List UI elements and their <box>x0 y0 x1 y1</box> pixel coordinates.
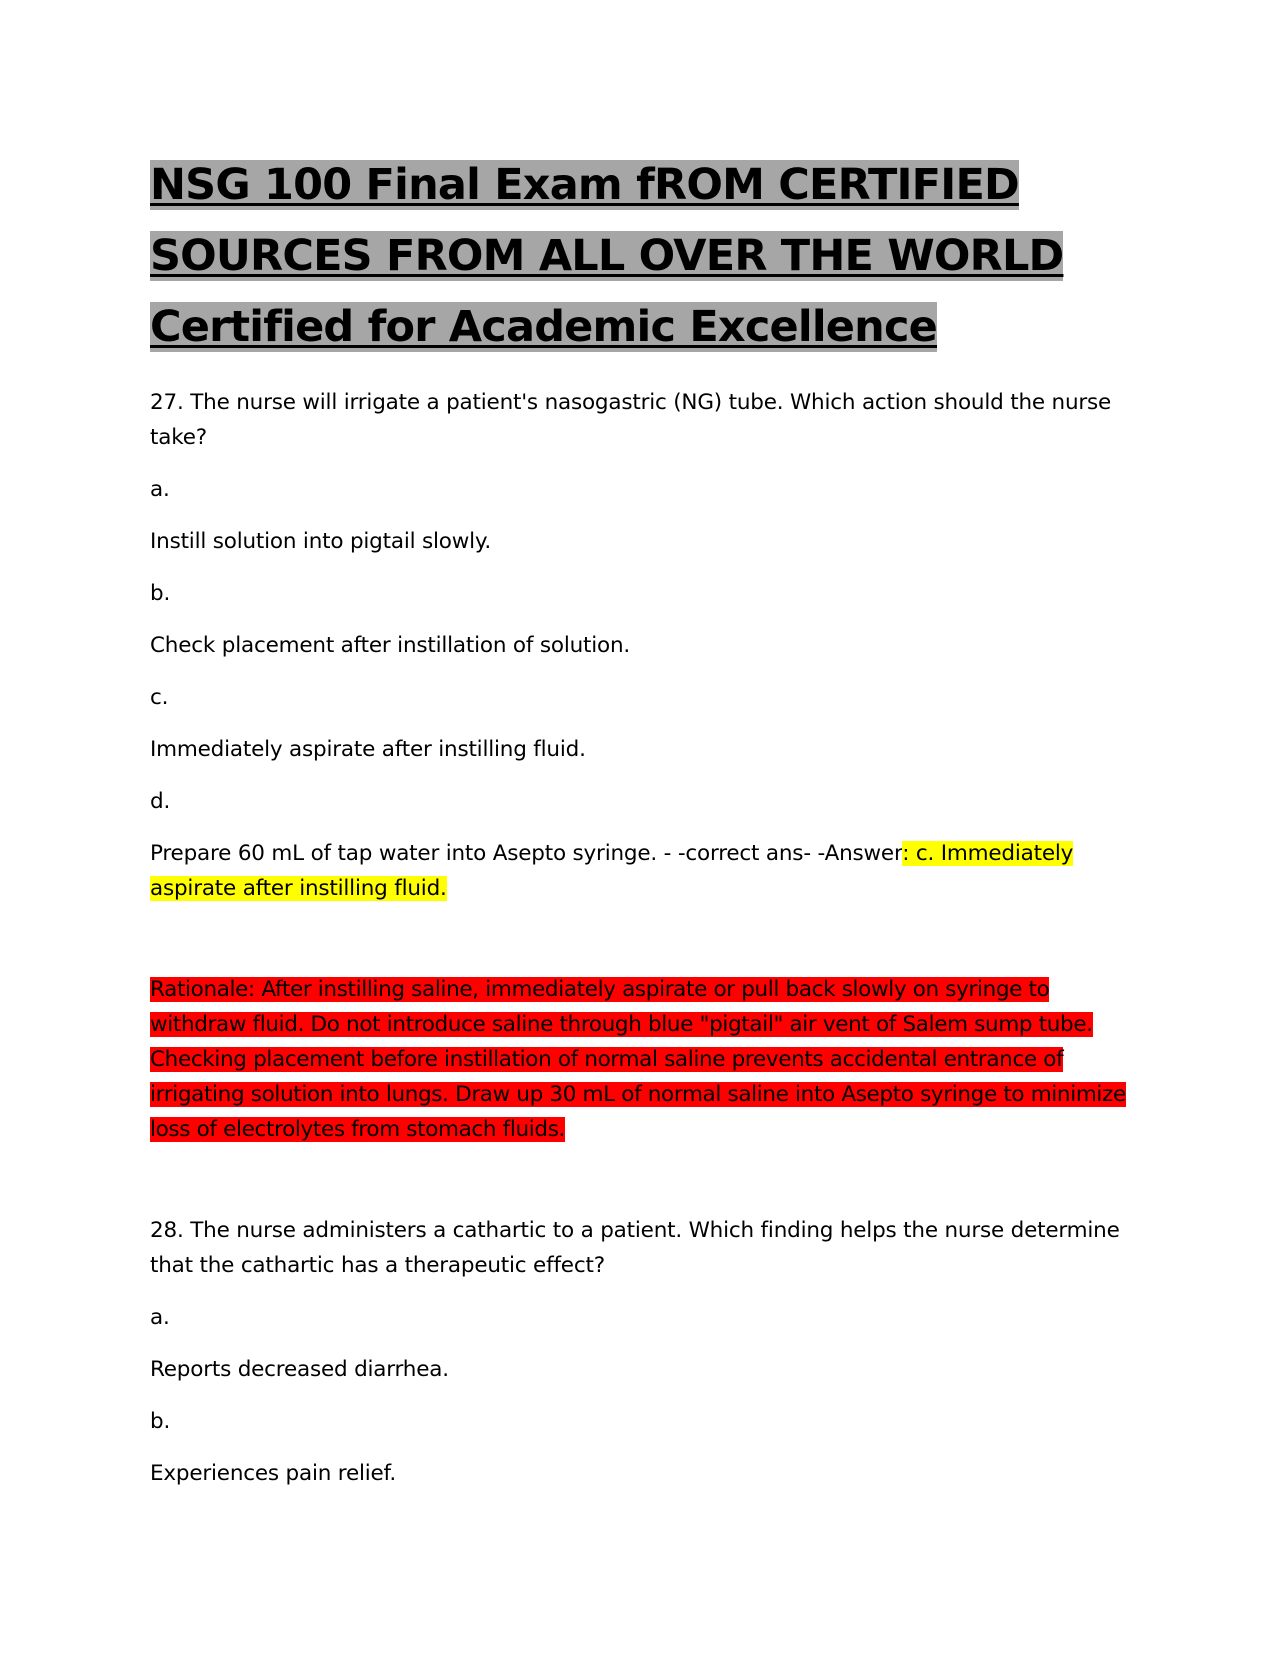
q27-option-a-letter: a. <box>150 477 170 502</box>
title-line-1: NSG 100 Final Exam fROM CERTIFIED <box>150 160 1019 210</box>
document-title <box>150 150 1140 363</box>
title-line-2: SOURCES FROM ALL OVER THE WORLD <box>150 231 1064 281</box>
question-28-stem: 28. The nurse administers a cathartic to a patient. Which finding helps the nurse determine that the cathartic has a therapeutic effect? <box>150 1218 1120 1278</box>
q28-option-a-letter: a. <box>150 1305 170 1330</box>
q27-option-b-text: Check placement after instillation of solution. <box>150 633 631 658</box>
document-page <box>150 150 1140 1491</box>
q28-option-b-letter: b. <box>150 1409 171 1434</box>
q27-option-a-text: Instill solution into pigtail slowly. <box>150 529 491 554</box>
q28-option-b-text: Experiences pain relief. <box>150 1461 396 1486</box>
q27-option-d-and-answer <box>150 836 1140 906</box>
question-27-stem: 27. The nurse will irrigate a patient's nasogastric (NG) tube. Which action should the nurse take? <box>150 390 1112 450</box>
q27-option-d-text: Prepare 60 mL of tap water into Asepto syringe. - -correct ans- -Answer <box>150 841 903 866</box>
q27-option-c-letter: c. <box>150 685 169 710</box>
title-line-3: Certified for Academic Excellence <box>150 302 938 352</box>
q28-option-a-text: Reports decreased diarrhea. <box>150 1357 449 1382</box>
q27-answer-highlight: : c. Immediately aspirate after instilling fluid. <box>150 841 1074 901</box>
q27-option-b-letter: b. <box>150 581 171 606</box>
q27-rationale <box>150 972 1130 1147</box>
q27-option-d-letter: d. <box>150 789 171 814</box>
q27-rationale-text: Rationale: After instilling saline, immediately aspirate or pull back slowly on syringe to withdraw fluid. Do not introduce saline through blue "pigtail" air vent of Salem sump tube. Checking placement before instillation of normal saline prevents accidental entrance of irrigating solution into lungs. Draw up 30 mL of normal saline into Asepto syringe to minimize loss of electrolytes from stomach fluids. <box>150 977 1126 1142</box>
q27-option-c-text: Immediately aspirate after instilling fluid. <box>150 737 586 762</box>
